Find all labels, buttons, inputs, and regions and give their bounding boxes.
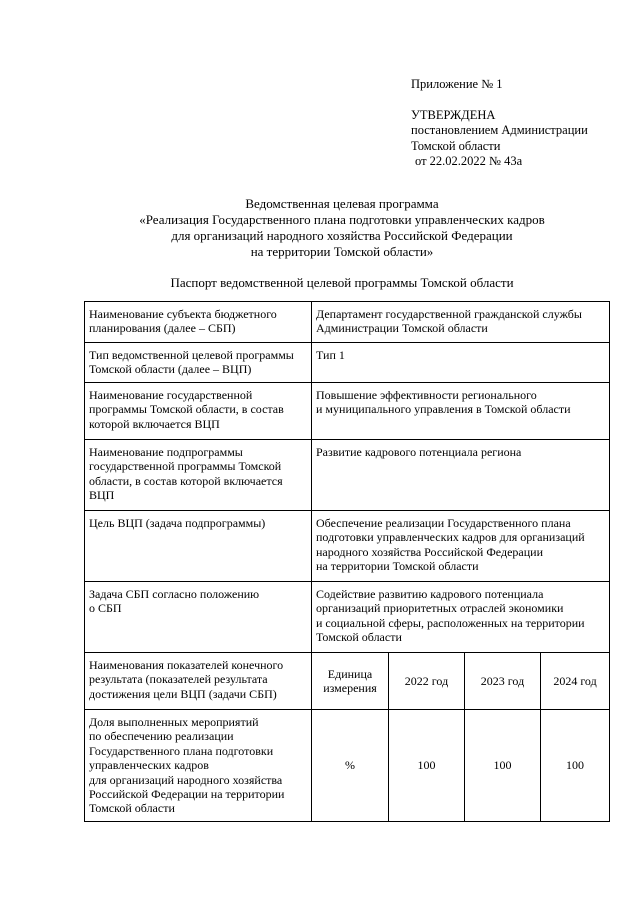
table-row (85, 582, 610, 653)
table-row (85, 343, 610, 383)
title-line-1: Ведомственная целевая программа (245, 196, 439, 211)
row-value: Департамент государственной гражданской службы Администрации Томской области (312, 302, 610, 343)
passport-title: Паспорт ведомственной целевой программы Томской области (170, 275, 514, 290)
row-label: Цель ВЦП (задача подпрограммы) (85, 511, 312, 582)
unit-header: Единица измерения (312, 653, 389, 710)
indicator-value-2024: 100 (541, 710, 610, 822)
indicator-value-2023: 100 (465, 710, 541, 822)
table-row (85, 440, 610, 511)
title-line-2: «Реализация Государственного плана подготовки управленческих кадров (139, 212, 545, 227)
year-header-2022: 2022 год (389, 653, 465, 710)
year-header-2023: 2023 год (465, 653, 541, 710)
indicator-name: Доля выполненных мероприятий по обеспечению реализации Государственного плана подготовки управленческих кадров для организаций народного хозяйства Российской Федерации на территории Томской области (85, 710, 312, 822)
approved-label: УТВЕРЖДЕНА (411, 107, 496, 122)
program-title (70, 196, 614, 260)
table-row (85, 302, 610, 343)
indicator-value-2022: 100 (389, 710, 465, 822)
title-line-4: на территории Томской области» (250, 244, 434, 259)
table-row (85, 511, 610, 582)
row-value: Обеспечение реализации Государственного плана подготовки управленческих кадров для организаций народного хозяйства Российской Федерации на территории Томской области (312, 511, 610, 582)
row-label: Наименование подпрограммы государственной программы Томской области, в состав которой включается ВЦП (85, 440, 312, 511)
indicator-row (85, 710, 610, 822)
indicator-unit: % (312, 710, 389, 822)
approval-block (411, 77, 588, 170)
indicators-header-row (85, 653, 610, 710)
year-header-2024: 2024 год (541, 653, 610, 710)
row-label: Наименование субъекта бюджетного планирования (далее – СБП) (85, 302, 312, 343)
approval-line-1: постановлением Администрации (411, 123, 588, 137)
table-row (85, 383, 610, 440)
row-label: Наименование государственной программы Томской области, в состав которой включается ВЦП (85, 383, 312, 440)
row-label: Задача СБП согласно положению о СБП (85, 582, 312, 653)
title-line-3: для организаций народного хозяйства Российской Федерации (171, 228, 513, 243)
row-label: Тип ведомственной целевой программы Томской области (далее – ВЦП) (85, 343, 312, 383)
row-value: Содействие развитию кадрового потенциала организаций приоритетных отраслей экономики и социальной сферы, расположенных на территории Томской области (312, 582, 610, 653)
indicators-label: Наименования показателей конечного результата (показателей результата достижения цели ВЦП (задачи СБП) (85, 653, 312, 710)
approval-date: от 22.02.2022 № 43а (415, 154, 523, 168)
row-value: Развитие кадрового потенциала региона (312, 440, 610, 511)
appendix-label: Приложение № 1 (411, 77, 503, 91)
passport-table (84, 301, 610, 822)
approval-line-2: Томской области (411, 138, 501, 153)
row-value: Тип 1 (312, 343, 610, 383)
row-value: Повышение эффективности регионального и муниципального управления в Томской области (312, 383, 610, 440)
